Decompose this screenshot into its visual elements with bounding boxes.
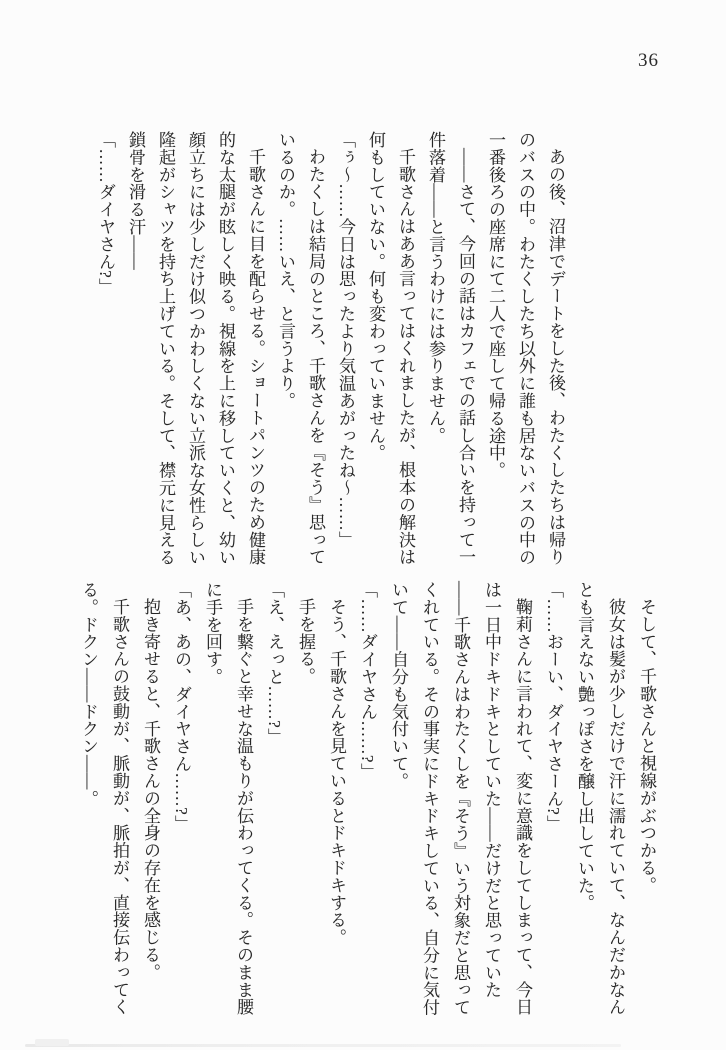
paragraph: 抱き寄せると、千歌さんの全身の存在を感じる。 [141, 598, 160, 981]
paragraph: 「ぅ〜……今日は思ったより気温あがったね〜……」 [336, 131, 355, 549]
paragraph: 千歌さんの鼓動が、脈動が、脈拍が、直接伝わってくる。ドクン——ドクン——。 [79, 581, 129, 1016]
paragraph: 彼女は髪が少しだけで汗に濡れていて、なんだかなんとも言えない艶っぽさを醸し出していた。 [575, 581, 625, 1016]
page-edge-shadow [25, 1044, 621, 1047]
paragraph: あの後、沼津でデートをした後、わたくしたちは帰りのバスの中。わたくしたち以外に誰も居ないバスの中の一番後ろの座席にて二人で座して帰る途中。 [486, 131, 565, 566]
paragraph: 千歌さんに目を配らせる。ショートパンツのため健康的な太腿が眩しく映る。視線を上に移していくと、幼い顔立ちには少しだけ似つかわしくない立派な女性らしい隆起がシャツを持ち上げている。そして、襟元に見える鎖骨を滑る汗—— [126, 131, 265, 566]
paragraph: 「え、えっと……?」 [265, 581, 284, 746]
page-number: 36 [638, 50, 659, 71]
paragraph: 手を繋ぐと幸せな温もりが伝わってくる。そのまま腰に手を回す。 [203, 581, 253, 1016]
lower-text-block [72, 581, 662, 1018]
paragraph: そう、千歌さんを見ているとドキドキする。 [327, 598, 346, 946]
paragraph: 「あ、あの、ダイヤさん……?」 [172, 581, 191, 833]
paragraph: ——さて、今回の話はカフェでの話し合いを持って一件落着——と言うわけには参りません。 [426, 131, 475, 566]
paragraph: 鞠莉さんに言われて、変に意識をしてしまって、今日は一日中ドキドキとしていた——だけだと思っていた——千歌さんはわたくしを『そう』いう対象だと思ってくれている。その事実にドキドキしている、自分に気付いて——自分も気付いて。 [389, 581, 532, 1016]
paragraph: わたくしは結局のところ、千歌さんを『そう』思っているのか。……いえ、と言うより。 [276, 131, 325, 566]
page-edge-smudge [35, 1039, 69, 1046]
paragraph: 千歌さんはああ言ってはくれましたが、根本の解決は何もしていない。何も変わっていません。 [366, 131, 415, 566]
paragraph: 「……おーい、ダイヤさーん?」 [544, 581, 563, 833]
paragraph: 「……ダイヤさん?」 [96, 131, 115, 296]
paragraph: 「……ダイヤさん……?」 [358, 581, 377, 781]
upper-text-block [90, 131, 570, 568]
paragraph: そして、千歌さんと視線がぶつかる。 [637, 598, 656, 894]
paragraph: 手を握る。 [296, 598, 315, 685]
